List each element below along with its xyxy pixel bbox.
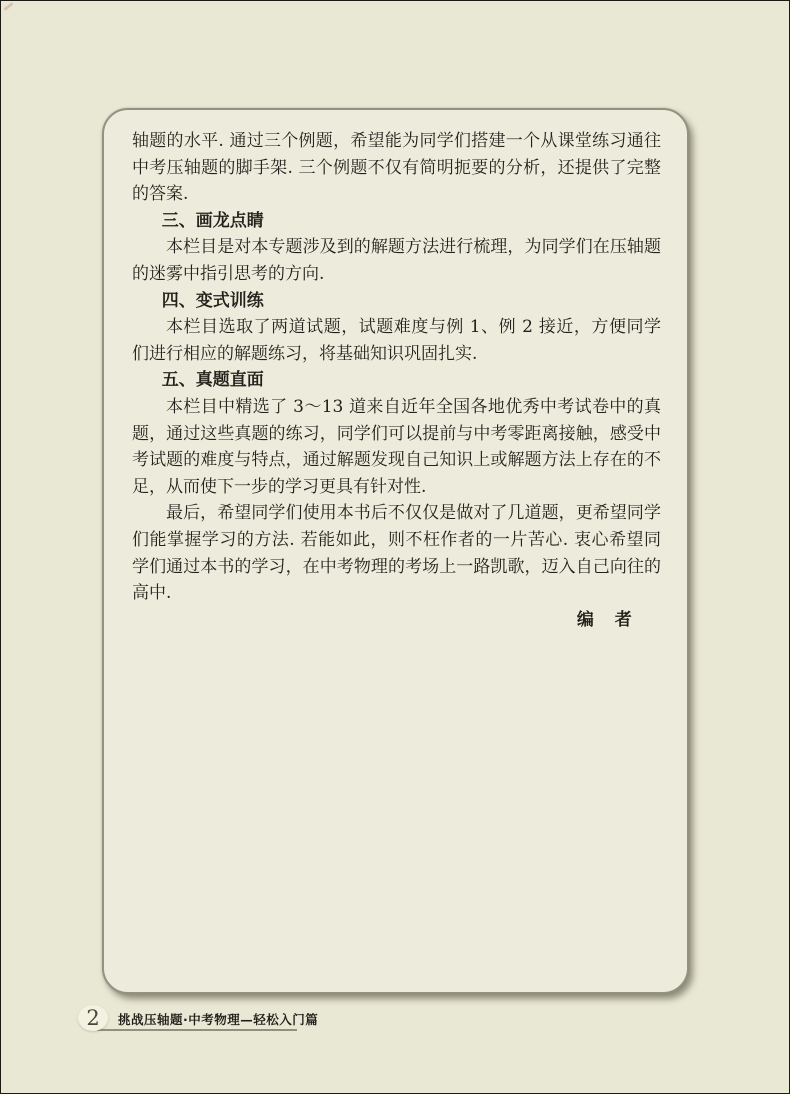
section-body-hualongdianjing: 本栏目是对本专题涉及到的解题方法进行梳理，为同学们在压轴题的迷雾中指引思考的方向. [132,237,661,284]
paragraph-continuation: 轴题的水平. 通过三个例题，希望能为同学们搭建一个从课堂练习通往中考压轴题的脚手架. 三个例题不仅有简明扼要的分析，还提供了完整的答案. [132,131,661,205]
footer-book-title: 挑战压轴题·中考物理—轻松入门篇 [118,1012,319,1027]
closing-paragraph: 最后，希望同学们使用本书后不仅仅是做对了几道题，更希望同学们能掌握学习的方法. 若能如此，则不枉作者的一片苦心. 衷心希望同学们通过本书的学习，在中考物理的考场上一路凯歌，迈入自己向往的高中. [132,503,661,604]
scanner-artifact-mark [3,2,14,11]
section-body-bianshixunlian: 本栏目选取了两道试题，试题难度与例 1、例 2 接近，方便同学们进行相应的解题练习，将基础知识巩固扎实. [132,317,661,364]
author-signature: 编 者 [576,609,634,630]
page-number-oval [78,1005,108,1031]
section-heading-bianshixunlian: 四、变式训练 [161,290,264,311]
page-card [102,108,689,994]
page-number: 2 [86,1005,100,1030]
section-heading-hualongdianjing: 三、画龙点睛 [161,210,264,231]
section-body-zhentizhimian: 本栏目中精选了 3～13 道来自近年全国各地优秀中考试卷中的真题，通过这些真题的练习，同学们可以提前与中考零距离接触，感受中考试题的难度与特点，通过解题发现自己知识上或解题方法上存在的不足，从而使下一步的学习更具有针对性. [132,396,661,497]
section-heading-zhentizhimian: 五、真题直面 [161,370,264,391]
preface-text-block [104,110,687,992]
footer-rule [97,1029,297,1031]
